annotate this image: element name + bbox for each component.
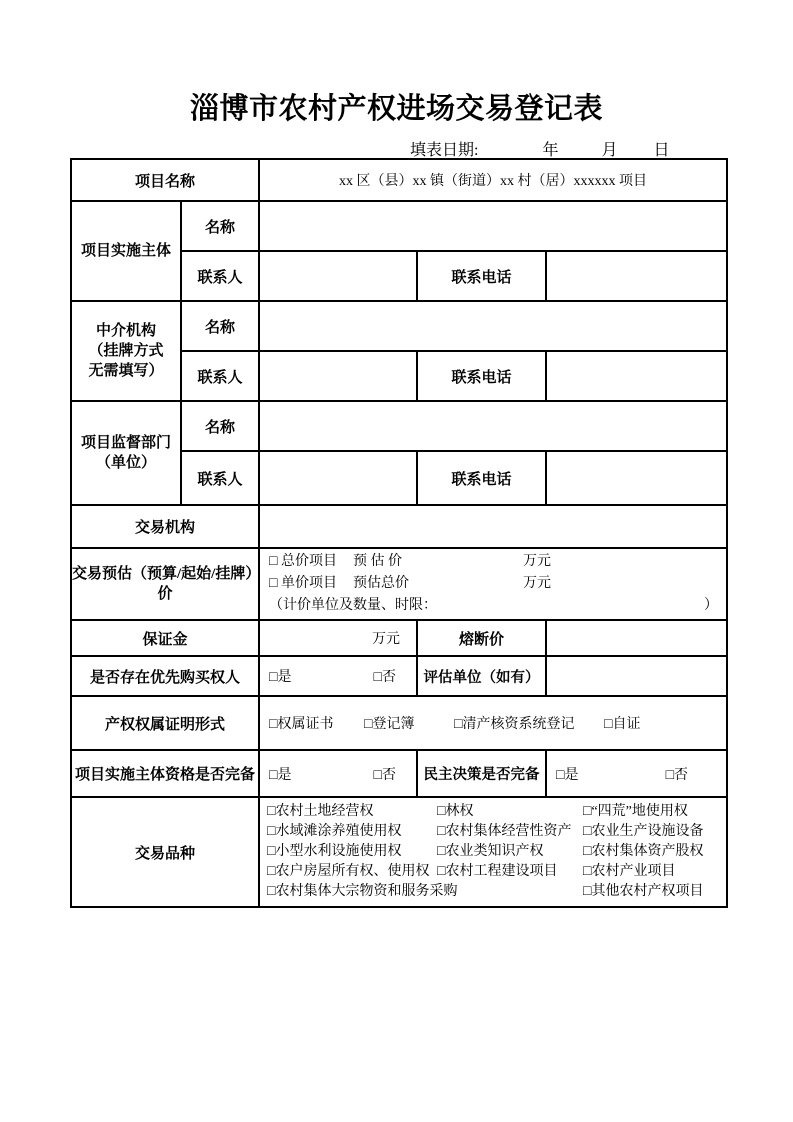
species-option[interactable]: □农村土地经营权 xyxy=(267,804,374,819)
pricing-note-suffix: ） xyxy=(704,598,719,613)
species-cell xyxy=(259,797,727,907)
proof-audit-system-checkbox[interactable]: □清产核资系统登记 xyxy=(454,717,575,732)
unit-price-unit-label: 万元 xyxy=(523,576,552,591)
species-option[interactable]: □“四荒”地使用权 xyxy=(583,804,688,819)
agency-contact-label: 联系人 xyxy=(181,351,259,401)
deposit-label: 保证金 xyxy=(71,620,259,656)
implementer-name-input[interactable] xyxy=(259,201,727,251)
page-title: 淄博市农村产权进场交易登记表 xyxy=(189,93,603,125)
preemptive-yesno-cell xyxy=(259,656,417,696)
species-option[interactable]: □水域滩涂养殖使用权 xyxy=(267,824,402,839)
species-option[interactable]: □小型水利设施使用权 xyxy=(267,844,402,859)
fuse-price-input[interactable] xyxy=(546,620,727,656)
preemptive-no-checkbox[interactable]: □否 xyxy=(373,670,397,685)
proof-self-checkbox[interactable]: □自证 xyxy=(604,717,641,732)
supervisor-name-label: 名称 xyxy=(181,401,259,451)
qualification-yesno-cell xyxy=(259,750,417,797)
form-date-line xyxy=(410,137,670,160)
proof-certificate-checkbox[interactable]: □权属证书 xyxy=(269,717,334,732)
estimated-price-label: 预 估 价 xyxy=(353,554,403,569)
qualification-yes-checkbox[interactable]: □是 xyxy=(269,767,292,783)
preemptive-yes-checkbox[interactable]: □是 xyxy=(269,670,292,685)
species-option[interactable]: □其他农村产权项目 xyxy=(583,884,704,899)
qualification-label: 项目实施主体资格是否完备 xyxy=(71,750,259,797)
appraisal-unit-label: 评估单位（如有） xyxy=(417,656,546,696)
implementer-contact-input[interactable] xyxy=(259,251,417,301)
proof-registry-checkbox[interactable]: □登记簿 xyxy=(364,717,415,732)
trading-org-input[interactable] xyxy=(259,505,727,548)
agency-phone-label: 联系电话 xyxy=(417,351,546,401)
species-option[interactable]: □林权 xyxy=(437,804,474,819)
species-label: 交易品种 xyxy=(71,797,259,907)
estimated-total-label: 预估总价 xyxy=(353,576,410,591)
species-option[interactable]: □农户房屋所有权、使用权 xyxy=(267,864,430,879)
deposit-amount-input[interactable]: 万元 xyxy=(259,620,417,656)
democracy-yes-checkbox[interactable]: □是 xyxy=(556,767,579,783)
date-label: 填表日期: xyxy=(410,142,479,159)
estimate-price-label: 交易预估（预算/起始/挂牌） 价 xyxy=(71,548,259,620)
supervisor-phone-label: 联系电话 xyxy=(417,451,546,505)
total-price-unit-label: 万元 xyxy=(523,554,552,569)
species-option[interactable]: □农业生产设施设备 xyxy=(583,824,704,839)
species-option[interactable]: □农村集体大宗物资和服务采购 xyxy=(267,884,458,899)
democracy-yesno-cell xyxy=(546,750,727,797)
ownership-proof-cell xyxy=(259,696,727,750)
agency-group-label: 中介机构 （挂牌方式 无需填写） xyxy=(71,301,181,401)
implementer-phone-input[interactable] xyxy=(546,251,727,301)
supervisor-name-input[interactable] xyxy=(259,401,727,451)
project-name-label: 项目名称 xyxy=(71,159,259,201)
species-option[interactable]: □农村产业项目 xyxy=(583,864,676,879)
ownership-proof-label: 产权权属证明形式 xyxy=(71,696,259,750)
species-option[interactable]: □农村集体资产股权 xyxy=(583,844,704,859)
agency-name-label: 名称 xyxy=(181,301,259,351)
implementer-phone-label: 联系电话 xyxy=(417,251,546,301)
preemptive-label: 是否存在优先购买权人 xyxy=(71,656,259,696)
species-option[interactable]: □农村集体经营性资产 xyxy=(437,824,572,839)
unit-price-checkbox[interactable]: □ 单价项目 xyxy=(269,576,337,591)
implementer-contact-label: 联系人 xyxy=(181,251,259,301)
agency-phone-input[interactable] xyxy=(546,351,727,401)
species-option[interactable]: □农村工程建设项目 xyxy=(437,864,558,879)
fuse-price-label: 熔断价 xyxy=(417,620,546,656)
supervisor-contact-input[interactable] xyxy=(259,451,417,505)
qualification-no-checkbox[interactable]: □否 xyxy=(373,767,397,783)
agency-name-input[interactable] xyxy=(259,301,727,351)
date-month-label[interactable]: 月 xyxy=(601,142,618,159)
implementer-name-label: 名称 xyxy=(181,201,259,251)
implementer-group-label: 项目实施主体 xyxy=(71,201,181,301)
estimate-price-cell xyxy=(259,548,727,620)
appraisal-unit-input[interactable] xyxy=(546,656,727,696)
total-price-checkbox[interactable]: □ 总价项目 xyxy=(269,554,337,569)
supervisor-group-label: 项目监督部门 （单位） xyxy=(71,401,181,505)
species-option[interactable] xyxy=(437,882,583,902)
date-day-label[interactable]: 日 xyxy=(653,142,670,159)
project-name-value[interactable]: xx 区（县）xx 镇（街道）xx 村（居）xxxxxx 项目 xyxy=(259,159,727,201)
democracy-label: 民主决策是否完备 xyxy=(417,750,546,797)
date-year-label[interactable]: 年 xyxy=(542,142,559,159)
species-option[interactable]: □农业类知识产权 xyxy=(437,844,544,859)
supervisor-phone-input[interactable] xyxy=(546,451,727,505)
pricing-note-prefix: （计价单位及数量、时限： xyxy=(269,598,438,613)
supervisor-contact-label: 联系人 xyxy=(181,451,259,505)
democracy-no-checkbox[interactable]: □否 xyxy=(665,767,689,783)
agency-contact-input[interactable] xyxy=(259,351,417,401)
trading-org-label: 交易机构 xyxy=(71,505,259,548)
registration-form-table xyxy=(70,158,728,908)
